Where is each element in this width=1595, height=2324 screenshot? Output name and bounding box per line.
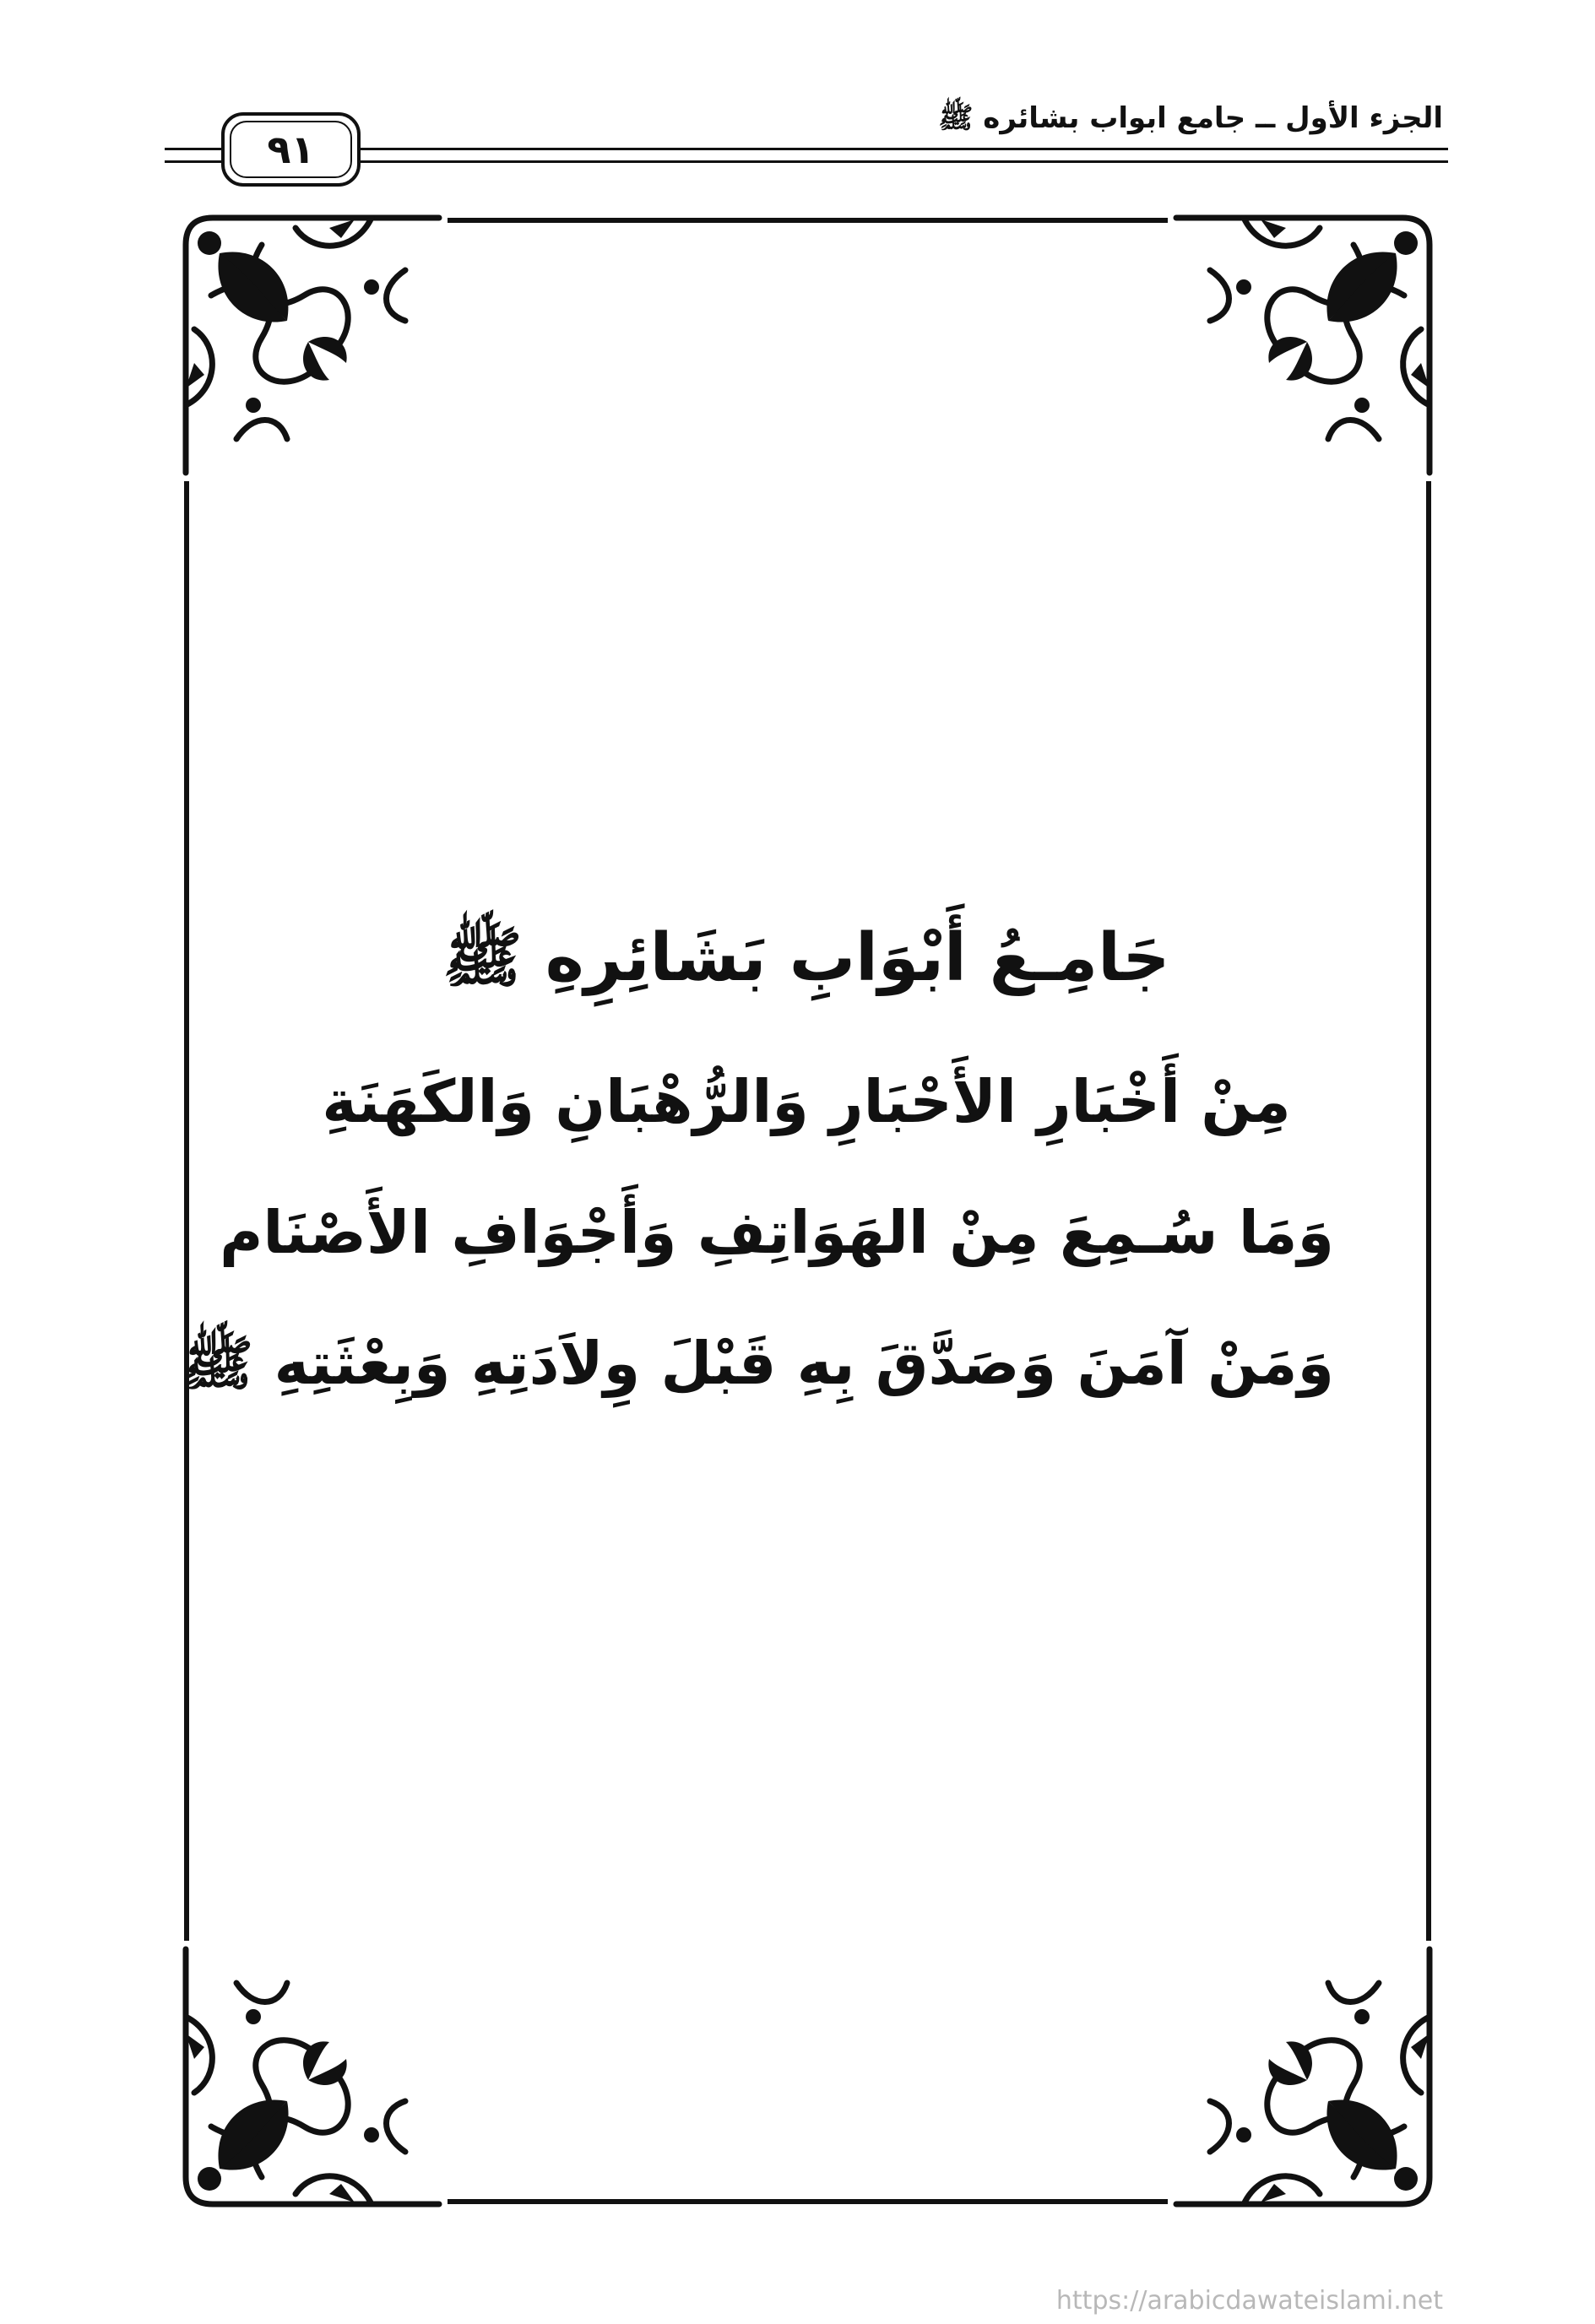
chapter-subtitle-line: وَمَا سُـمِعَ مِنْ الهَوَاتِفِ وَأَجْوَافِ الأَصْنَام <box>220 1198 1334 1267</box>
page-number-box <box>221 112 361 187</box>
source-watermark: https://arabicdawateislami.net <box>1055 2286 1443 2316</box>
floral-corner-ornament-icon <box>1168 1941 1455 2228</box>
running-header-title: الجزء الأول ــ جامع ابواب بشائره ﷺ <box>938 101 1443 135</box>
chapter-subtitle-line: مِنْ أَخْبَارِ الأَحْبَارِ وَالرُّهْبَانِ وَالكَهَنَةِ <box>322 1067 1291 1136</box>
chapter-subtitle-line: وَمَنْ آمَنَ وَصَدَّقَ بِهِ قَبْلَ وِلاَدَتِهِ وَبِعْثَتِهِ ﷺ <box>182 1329 1334 1398</box>
floral-corner-ornament-icon <box>160 194 448 481</box>
page-number: ٩١ <box>267 127 315 172</box>
floral-corner-ornament-icon <box>1168 194 1455 481</box>
floral-corner-ornament-icon <box>160 1941 448 2228</box>
chapter-title: جَامِـعُ أَبْوَابِ بَشَائِرِهِ ﷺ <box>442 920 1170 996</box>
